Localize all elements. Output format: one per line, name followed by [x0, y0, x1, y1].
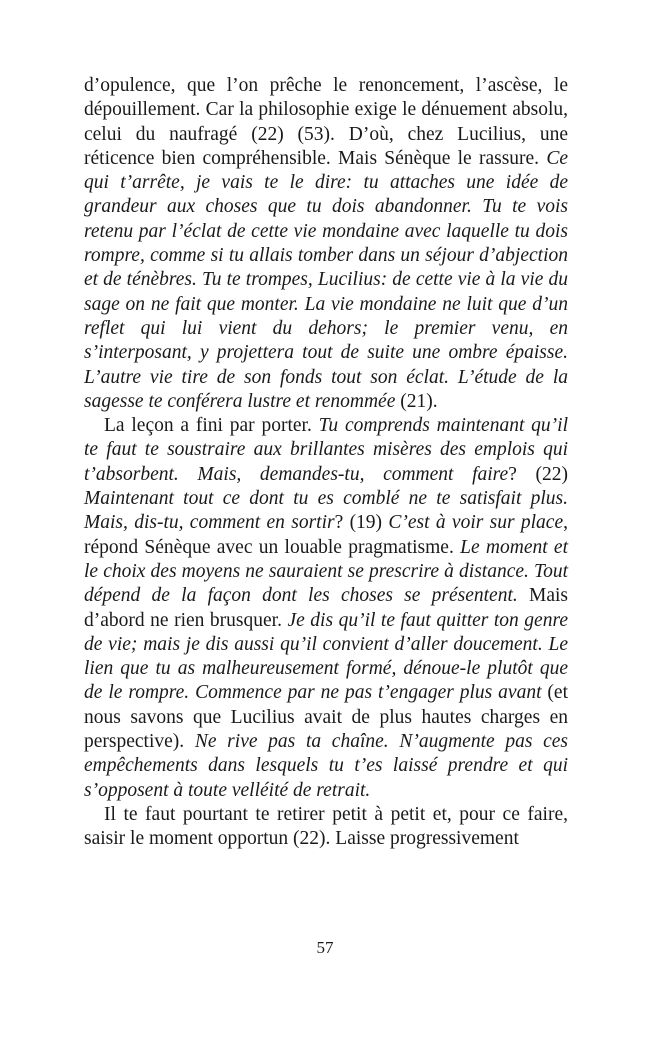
- quotation-italic: Ce qui t’arrête, je vais te le dire: tu attaches une idée de grandeur aux choses que tu dois abandonner. Tu te vois retenu par l’éclat de cette vie mondaine avec laquelle tu dois rompre, comme si tu allais tomber dans un séjour d’abjection et de ténèbres. Tu te trompes, Lucilius: de cette vie à la vie du sage on ne fait que monter. La vie mondaine ne luit que d’un reflet qui lui vient du dehors; le premier venu, en s’interposant, y projettera tout de suite une ombre épaisse. L’autre vie tire de son fonds tout son éclat. L’étude de la sagesse te conférera lustre et renommée: [84, 147, 568, 412]
- quotation-italic: C’est à voir sur place: [388, 512, 564, 534]
- page-number: 57: [316, 938, 334, 957]
- quotation-italic: Le moment et le choix des moyens ne sauraient se prescrire à distance. Tout dépend de la façon dont les choses se présentent.: [84, 536, 569, 607]
- page-body: [84, 74, 568, 852]
- paragraph-3: [84, 803, 568, 852]
- quotation-italic: Maintenant tout ce dont tu es comblé ne te satisfait plus. Mais, dis-tu, comment en sortir: [84, 488, 568, 534]
- text-run: Mais d’abord ne rien brusquer.: [84, 585, 569, 631]
- text-run: ? (19): [334, 512, 389, 534]
- quotation-italic: Tu comprends maintenant qu’il te faut te soustraire aux brillantes misères des emplois qui t’absorbent. Mais, demandes-tu, comment faire: [84, 415, 568, 485]
- text-run: La leçon a fini par porter.: [104, 415, 319, 437]
- paragraph-1: [84, 74, 568, 414]
- paragraph-2: [84, 414, 568, 803]
- quotation-italic: Ne rive pas ta chaîne. N’augmente pas ces empêchements dans lesquels tu t’es laissé prendre et qui s’opposent à toute velléité de retrait.: [84, 731, 568, 801]
- text-run: d’opulence, que l’on prêche le renoncement, l’ascèse, le dépouillement. Car la philosophie exige le dénuement absolu, celui du naufragé (22) (53). D’où, chez Lucilius, une réticence bien compréhensible. Mais Sénèque le rassure.: [84, 75, 568, 169]
- text-run: ? (22): [508, 463, 568, 485]
- text-run: , répond Sénèque avec un louable pragmatisme.: [84, 512, 568, 558]
- text-run: Il te faut pourtant te retirer petit à petit et, pour ce faire, saisir le moment opportun (22). Laisse progressivement: [84, 803, 568, 850]
- text-run: (et nous savons que Lucilius avait de plus hautes charges en perspective).: [84, 682, 568, 753]
- quotation-italic: Je dis qu’il te faut quitter ton genre de vie; mais je dis aussi qu’il convient d’aller doucement. Le lien que tu as malheureusement formé, dénoue-le plutôt que de le rompre. Commence par ne pas t’engager plus avant: [84, 609, 568, 704]
- text-run: (21).: [395, 390, 438, 412]
